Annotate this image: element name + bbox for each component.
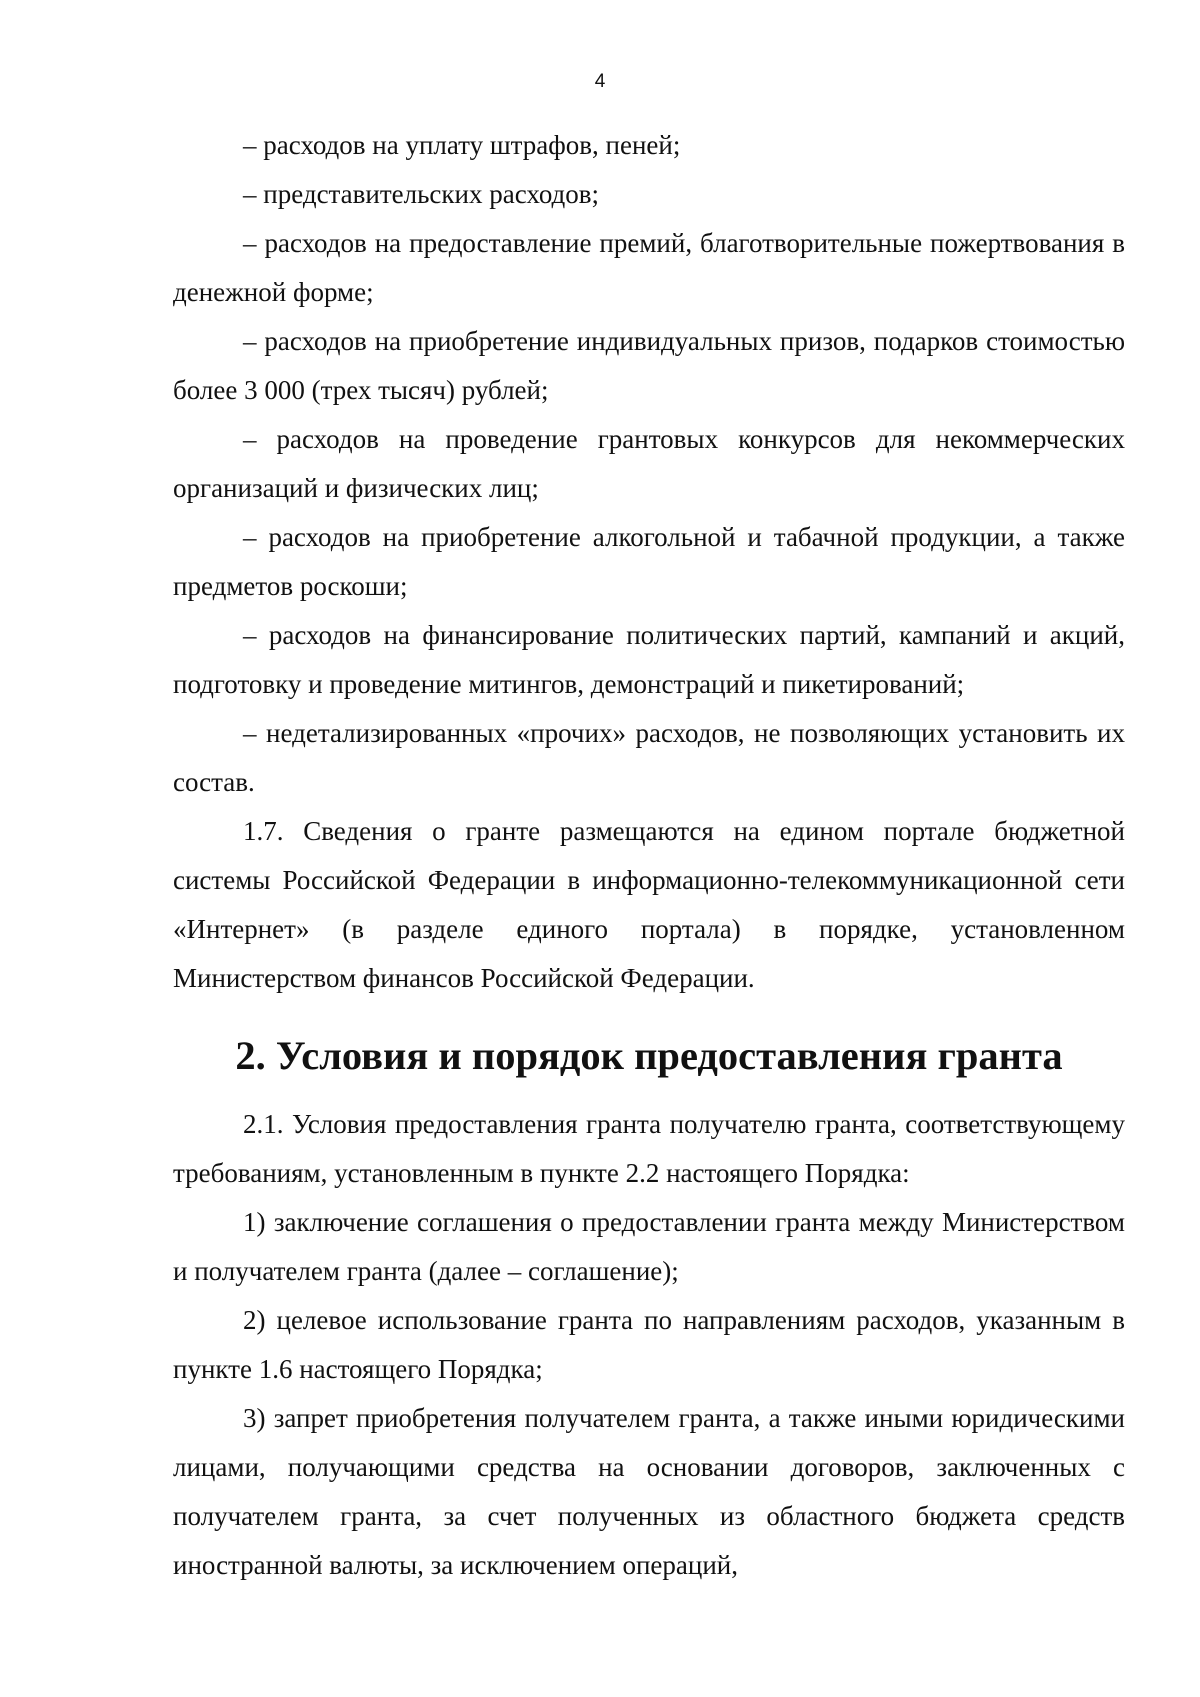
paragraph-other-expenses: – недетализированных «прочих» расходов, не позволяющих установить их состав. bbox=[173, 718, 1125, 797]
paragraph-alcohol-tobacco: – расходов на приобретение алкогольной и табачной продукции, а также предметов роскоши; bbox=[173, 522, 1125, 601]
page-number: 4 bbox=[594, 71, 606, 92]
paragraph-fines-expenses: – расходов на уплату штрафов, пеней; bbox=[243, 130, 681, 160]
paragraph-grant-contests: – расходов на проведение грантовых конкурсов для некоммерческих организаций и физических лиц; bbox=[173, 424, 1125, 503]
document-body bbox=[173, 121, 1125, 1590]
paragraph-1-7: 1.7. Сведения о гранте размещаются на едином портале бюджетной системы Российской Федерации в информационно-телекоммуникационной сети «Интернет» (в разделе единого портала) в порядке, установленном Министерством финансов Российской Федерации. bbox=[173, 816, 1125, 993]
paragraph-condition-1: 1) заключение соглашения о предоставлении гранта между Министерством и получателем гранта (далее – соглашение); bbox=[173, 1207, 1125, 1286]
paragraph-political-financing: – расходов на финансирование политических партий, кампаний и акций, подготовку и проведение митингов, демонстраций и пикетирований; bbox=[173, 620, 1125, 699]
paragraph-2-1: 2.1. Условия предоставления гранта получателю гранта, соответствующему требованиям, установленным в пункте 2.2 настоящего Порядка: bbox=[173, 1109, 1125, 1188]
paragraph-representative-expenses: – представительских расходов; bbox=[243, 179, 600, 209]
paragraph-prizes-gifts: – расходов на приобретение индивидуальных призов, подарков стоимостью более 3 000 (трех тысяч) рублей; bbox=[173, 326, 1125, 405]
paragraph-condition-3: 3) запрет приобретения получателем гранта, а также иными юридическими лицами, получающими средства на основании договоров, заключенных с получателем гранта, за счет полученных из областного бюджета средств иностранной валюты, за исключением операций, bbox=[173, 1403, 1125, 1580]
paragraph-bonuses-donations: – расходов на предоставление премий, благотворительные пожертвования в денежной форме; bbox=[173, 228, 1125, 307]
paragraph-condition-2: 2) целевое использование гранта по направлениям расходов, указанным в пункте 1.6 настоящего Порядка; bbox=[173, 1305, 1125, 1384]
section-heading-2: 2. Условия и порядок предоставления гранта bbox=[235, 1033, 1063, 1078]
